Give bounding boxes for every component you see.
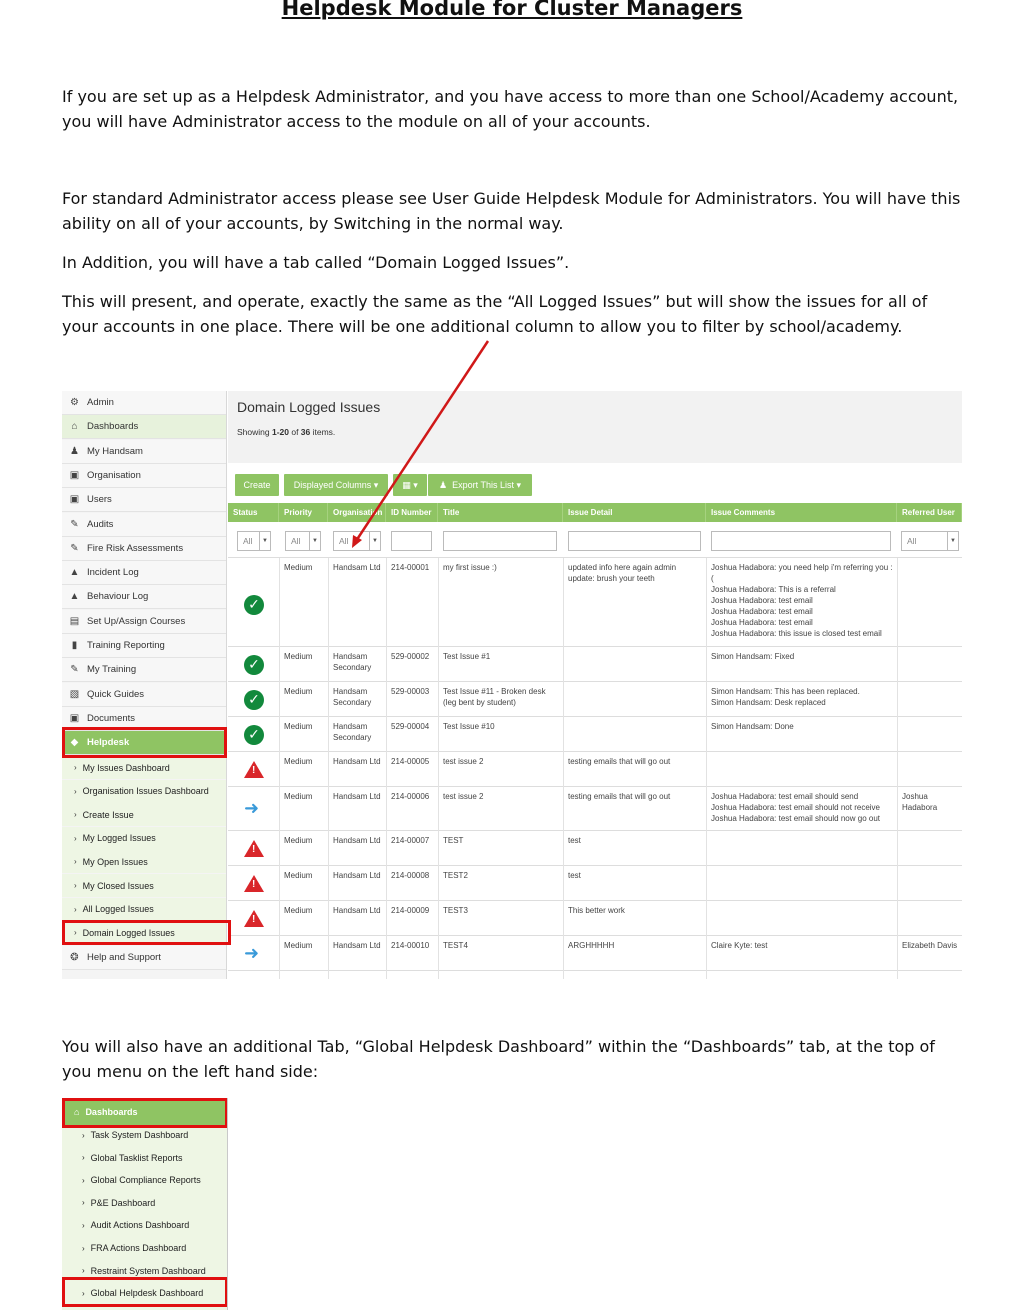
cell-priority: Medium [284,871,313,880]
column-header-id-number[interactable]: ID Number [386,503,438,522]
chevron-down-icon: ▼ [259,532,270,550]
cell-comments: Joshua Hadabora: you need help i'm referring you : ( Joshua Hadabora: This is a referral Joshua Hadabora: test email Joshua Hadabora: test email Joshua Hadabora: test email Joshua Hadabora: this issue is closed test email [711,563,893,638]
global-helpdesk-highlight [62,1277,228,1307]
briefcase-icon: ▣ [69,469,80,481]
sidebar-item-label: My Training [87,664,137,676]
chevron-right-icon: › [82,1288,85,1298]
warning-icon: ! [244,910,264,927]
cell-priority: Medium [284,687,313,696]
chevron-right-icon: › [74,857,77,867]
chevron-right-icon: › [82,1130,85,1140]
filter-select[interactable]: All ▼ [237,531,271,551]
column-header-referred-user[interactable]: Referred User [897,503,962,522]
sidebar-item-label: My Handsam [87,445,143,457]
sidebar-item-help-and-support[interactable]: ❂ Help and Support [62,946,226,970]
cell-comments: Simon Handsam: Done [711,722,794,731]
chevron-right-icon: › [82,1220,85,1230]
chevron-right-icon: › [74,763,77,772]
sidebar-sub-create-issue[interactable]: › Create Issue [62,803,226,826]
cell-comments: Simon Handsam: This has been replaced. Simon Handsam: Desk replaced [711,687,860,707]
sidebar-item-label: Set Up/Assign Courses [87,615,186,627]
column-header-title[interactable]: Title [438,503,563,522]
dashboards-item-p-e-dashboard[interactable]: › P&E Dashboard [82,1197,156,1208]
cell-id: 529-00002 [391,652,430,661]
resolved-check-icon: ✓ [244,690,264,710]
cell-priority: Medium [284,563,313,572]
domain-description-paragraph: This will present, and operate, exactly the same as the “All Logged Issues” but will show the issues for all of your accounts in one place. There will be one additional column to allow you to filter by school/academy. [62,292,928,336]
chevron-down-icon: ▼ [309,532,320,550]
chart-icon: ▮ [71,640,78,651]
column-header-issue-comments[interactable]: Issue Comments [706,503,897,522]
cell-title: TEST4 [443,941,468,950]
chevron-right-icon: › [82,1153,85,1163]
chevron-right-icon: › [82,1266,85,1276]
cell-title: test issue 2 [443,757,484,766]
cell-title: test issue 2 [443,792,484,801]
chevron-right-icon: › [74,904,77,914]
filter-select[interactable]: All ▼ [901,531,959,551]
chevron-right-icon: › [74,810,77,820]
sidebar-item-label: Users [87,494,112,506]
cell-priority: Medium [284,652,313,661]
filter-select[interactable]: All ▼ [333,531,381,551]
chevron-down-icon: ▼ [947,532,958,550]
cell-org: Handsam Secondary [333,652,372,672]
resolved-check-icon: ✓ [244,595,264,615]
cell-title: Test Issue #1 [443,652,491,661]
cell-priority: Medium [284,757,313,766]
domain-tab-paragraph: In Addition, you will have a tab called “Domain Logged Issues”. [62,253,570,272]
warning-icon: ▲ [69,567,80,579]
cell-org: Handsam Ltd [333,563,381,572]
cell-id: 214-00007 [391,836,430,845]
cell-title: TEST3 [443,906,468,915]
cell-detail: This better work [568,906,625,915]
cell-priority: Medium [284,941,313,950]
cell-id: 214-00008 [391,871,430,880]
cell-referred: Joshua Hadabora [902,792,938,812]
cell-org: Handsam Ltd [333,757,381,766]
chevron-right-icon: › [74,928,77,938]
sidebar-sub-my-logged-issues[interactable]: › My Logged Issues [62,827,226,850]
column-header-organisation[interactable]: Organisation [328,503,386,522]
sidebar-item-label: Documents [87,712,136,724]
wrench-icon: ⚙ [70,397,79,408]
cell-org: Handsam Secondary [333,687,372,707]
cell-referred: Elizabeth Davis [902,941,958,950]
home-icon: ⌂ [74,1107,80,1117]
pencil-icon: ✎ [70,542,79,554]
dashboards-item-fra-actions-dashboard[interactable]: › FRA Actions Dashboard [82,1243,187,1253]
sidebar-item-label: Audits [87,518,114,530]
cell-detail: testing emails that will go out [568,792,671,801]
briefcase-icon: ▣ [69,712,80,724]
cell-detail: test [568,836,581,845]
dashboards-item-global-tasklist-reports[interactable]: › Global Tasklist Reports [82,1152,183,1163]
results-summary: Showing 1-20 of 36 items. [237,427,336,437]
cell-org: Handsam Ltd [333,906,381,915]
tag-icon: ◆ [70,737,79,749]
sidebar-sub-my-issues-dashboard[interactable]: › My Issues Dashboard [62,756,226,779]
user-icon: ♟ [439,479,448,490]
cell-detail: testing emails that will go out [568,757,671,766]
cell-priority: Medium [284,722,313,731]
lifebuoy-icon: ❂ [70,952,79,963]
cell-org: Handsam Ltd [333,871,381,880]
cell-org: Handsam Secondary [333,722,372,742]
cell-title: my first issue :) [443,563,497,572]
chevron-right-icon: › [74,833,77,843]
cell-detail: test [568,871,581,880]
filter-select[interactable]: All ▼ [285,531,321,551]
sidebar-item-label: Incident Log [87,567,139,579]
sidebar-item-label: Fire Risk Assessments [87,542,184,554]
dashboards-item-audit-actions-dashboard[interactable]: › Audit Actions Dashboard [82,1220,190,1231]
cell-id: 214-00001 [391,563,430,572]
column-header-issue-detail[interactable]: Issue Detail [563,503,706,522]
home-icon: ⌂ [71,421,78,433]
cell-comments: Claire Kyte: test [711,941,768,950]
user-icon: ♟ [70,445,79,457]
chevron-right-icon: › [74,881,77,890]
dashboards-item-global-compliance-reports[interactable]: › Global Compliance Reports [82,1175,201,1186]
dashboards-menu-screenshot [62,1098,228,1310]
column-header-status[interactable]: Status [228,503,279,522]
sidebar-sub-all-logged-issues[interactable]: › All Logged Issues [62,898,226,921]
warning-icon: ▲ [69,591,80,603]
sidebar-item-label: Organisation [87,469,141,481]
sidebar-sub-domain-logged-issues[interactable]: › Domain Logged Issues [62,921,226,944]
chevron-right-icon: › [82,1175,85,1185]
sidebar-item-label: Helpdesk [87,737,130,749]
cell-title: TEST [443,836,464,845]
cell-org: Handsam Ltd [333,836,381,845]
cell-priority: Medium [284,836,313,845]
sidebar-item-label: Dashboards [87,421,139,433]
sidebar-item-label: Quick Guides [87,688,145,700]
cell-comments: Joshua Hadabora: test email should send Joshua Hadabora: test email should not receive Joshua Hadabora: test email should now go out [711,792,880,823]
cell-priority: Medium [284,792,313,801]
chevron-down-icon: ▼ [369,532,380,550]
create-button[interactable]: Create [235,474,279,496]
global-dashboard-paragraph: You will also have an additional Tab, “Global Helpdesk Dashboard” within the “Dashboards” tab, at the top of you menu on the left hand side: [62,1037,935,1081]
dashboards-item-global-helpdesk-dashboard[interactable]: › Global Helpdesk Dashboard [82,1288,204,1299]
sidebar-item-label: Behaviour Log [87,591,149,603]
warning-icon: ! [244,761,264,778]
cell-id: 214-00009 [391,906,430,915]
dashboards-menu-header[interactable]: ⌂ Dashboards [62,1098,228,1126]
cell-org: Handsam Ltd [333,941,381,950]
warning-icon: ! [244,840,264,857]
dashboards-highlight [62,1098,228,1128]
sidebar-item-label: Training Reporting [87,640,165,651]
resolved-check-icon: ✓ [244,725,264,745]
course-icon: ▤ [69,615,80,627]
page-title: Domain Logged Issues [237,399,381,415]
cell-detail: updated info here again admin update: brush your teeth [568,563,677,583]
dashboards-item-task-system-dashboard[interactable]: › Task System Dashboard [82,1130,189,1140]
chevron-right-icon: › [82,1198,85,1208]
chevron-right-icon: › [82,1243,85,1253]
document-title: Helpdesk Module for Cluster Managers [281,0,743,20]
resolved-check-icon: ✓ [244,655,264,675]
cell-id: 529-00004 [391,722,430,731]
cell-priority: Medium [284,906,313,915]
sidebar-sub-my-open-issues[interactable]: › My Open Issues [62,850,226,873]
cell-id: 529-00003 [391,687,430,696]
pencil-icon: ✎ [70,518,79,530]
cell-title: TEST2 [443,871,468,880]
chevron-right-icon: › [74,786,77,796]
intro-paragraph: If you are set up as a Helpdesk Administrator, and you have access to more than one School/Academy account, you will have Administrator access to the module on all of your accounts. [62,87,959,131]
pencil-icon: ✎ [70,664,79,676]
briefcase-icon: ▣ [69,494,80,506]
cell-id: 214-00005 [391,757,430,766]
grid-view-button[interactable]: ▦ ▾ [393,474,427,496]
cell-title: Test Issue #10 [443,722,495,731]
cell-org: Handsam Ltd [333,792,381,801]
sidebar-item-label: Admin [87,397,114,408]
sidebar-sub-organisation-issues-dashboard[interactable]: › Organisation Issues Dashboard [62,780,226,803]
referred-arrow-icon: ➜ [244,798,260,818]
column-header-priority[interactable]: Priority [279,503,328,522]
standard-access-paragraph: For standard Administrator access please see User Guide Helpdesk Module for Administrators. You will have this ability on all of your accounts, by Switching in the normal way. [62,189,961,233]
cell-id: 214-00010 [391,941,430,950]
cell-detail: ARGHHHHH [568,941,615,950]
displayed-columns-button[interactable]: Displayed Columns ▾ [284,474,388,496]
cell-id: 214-00006 [391,792,430,801]
dashboards-item-restraint-system-dashboard[interactable]: › Restraint System Dashboard [82,1265,206,1276]
cell-comments: Simon Handsam: Fixed [711,652,795,661]
referred-arrow-icon: ➜ [244,942,260,963]
cell-title: Test Issue #11 - Broken desk (leg bent by student) [443,687,546,707]
export-list-button[interactable]: ♟ Export This List ▾ [428,474,532,496]
warning-icon: ! [244,875,264,892]
book-icon: ▧ [69,688,80,700]
sidebar-sub-my-closed-issues[interactable]: › My Closed Issues [62,874,226,897]
